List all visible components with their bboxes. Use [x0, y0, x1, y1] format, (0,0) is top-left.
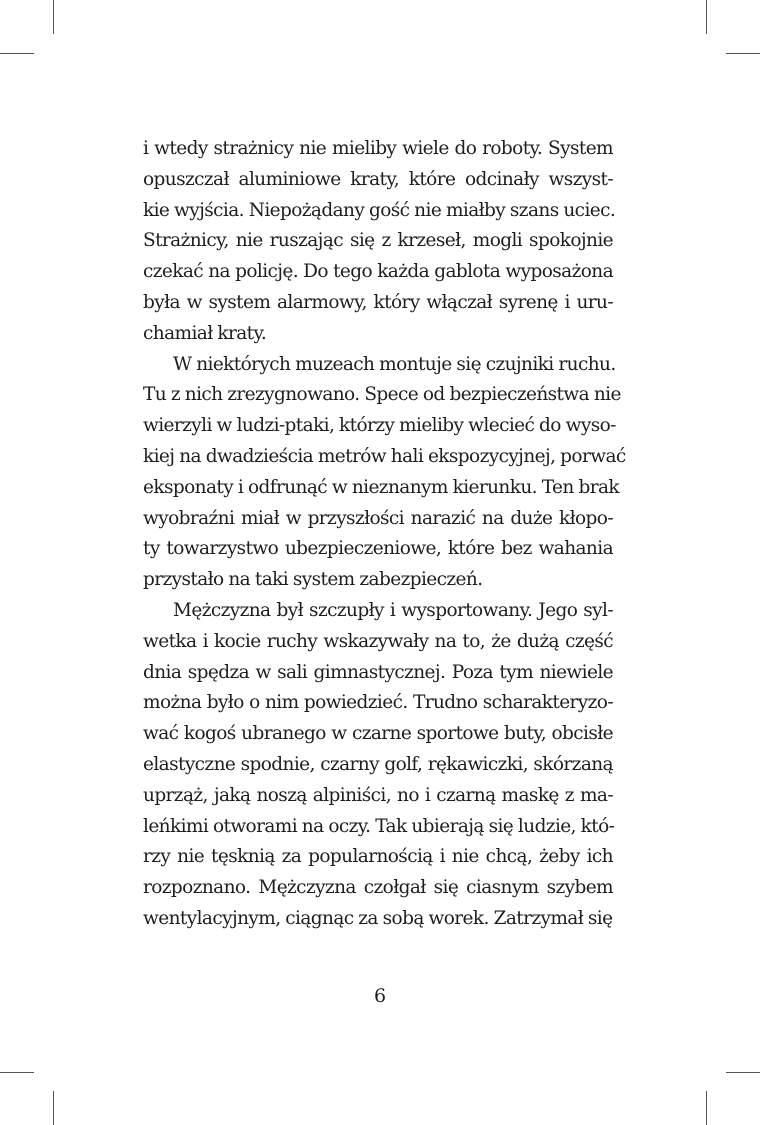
text-line: kie wyjścia. Niepożądany gość nie miałby szans uciec.: [143, 199, 616, 221]
crop-mark-bottom-right: [706, 1091, 707, 1125]
text-line: dnia spędza w sali gimnastycznej. Poza tym niewiele: [143, 661, 613, 683]
text-line: wierzyli w ludzi-ptaki, którzy mieliby wlecieć do wyso-: [143, 415, 616, 437]
text-line: wetka i kocie ruchy wskazywały na to, że dużą część: [143, 630, 613, 652]
text-line: W niektórych muzeach montuje się czujniki ruchu.: [173, 353, 616, 375]
text-line: ty towarzystwo ubezpieczeniowe, które bez wahania: [143, 538, 613, 560]
text-line: Tu z nich zrezygnowano. Spece od bezpieczeństwa nie: [143, 384, 621, 406]
crop-mark-left-top: [0, 53, 34, 54]
crop-mark-left-bottom: [0, 1072, 34, 1073]
text-line: przystało na taki system zabezpieczeń.: [143, 569, 483, 591]
paragraph: [143, 596, 613, 935]
text-line: rozpoznano. Mężczyzna czołgał się ciasnym szybem: [143, 877, 613, 899]
text-line: leńkimi otworami na oczy. Tak ubierają się ludzie, któ-: [143, 815, 615, 837]
text-line: Strażnicy, nie ruszając się z krzeseł, mogli spokojnie: [143, 230, 613, 252]
crop-mark-top-left: [53, 0, 54, 34]
text-line: eksponaty i odfrunąć w nieznanym kierunku. Ten brak: [143, 476, 619, 498]
text-line: chamiał kraty.: [143, 322, 267, 344]
text-line: można było o nim powiedzieć. Trudno scharakteryzo-: [143, 692, 613, 714]
page-body-text: [143, 134, 626, 935]
crop-mark-right-top: [726, 53, 760, 54]
paragraph: [143, 134, 616, 350]
text-line: elastyczne spodnie, czarny golf, rękawiczki, skórzaną: [143, 753, 613, 775]
text-line: wyobraźni miał w przyszłości narazić na duże kłopo-: [143, 507, 613, 529]
text-line: uprząż, jaką noszą alpiniści, no i czarną maskę z ma-: [143, 784, 613, 806]
text-line: wać kogoś ubranego w czarne sportowe buty, obcisłe: [143, 723, 613, 745]
text-line: była w system alarmowy, który włączał syrenę i uru-: [143, 291, 613, 313]
text-line: wentylacyjnym, ciągnąc za sobą worek. Zatrzymał się: [143, 907, 613, 929]
text-line: czekać na policję. Do tego każda gablota wyposażona: [143, 261, 613, 283]
text-line: Mężczyzna był szczupły i wysportowany. Jego syl-: [173, 599, 613, 621]
text-line: i wtedy strażnicy nie mieliby wiele do roboty. System: [143, 138, 613, 159]
crop-mark-bottom-left: [53, 1091, 54, 1125]
text-line: opuszczał aluminiowe kraty, które odcinały wszyst-: [143, 168, 613, 190]
crop-mark-right-bottom: [726, 1072, 760, 1073]
text-line: rzy nie tęsknią za popularnością i nie chcą, żeby ich: [143, 846, 613, 868]
paragraph: [143, 350, 626, 596]
text-line: kiej na dwadzieścia metrów hali ekspozycyjnej, porwać: [143, 445, 626, 467]
crop-mark-top-right: [706, 0, 707, 34]
page-number: 6: [373, 985, 387, 1007]
